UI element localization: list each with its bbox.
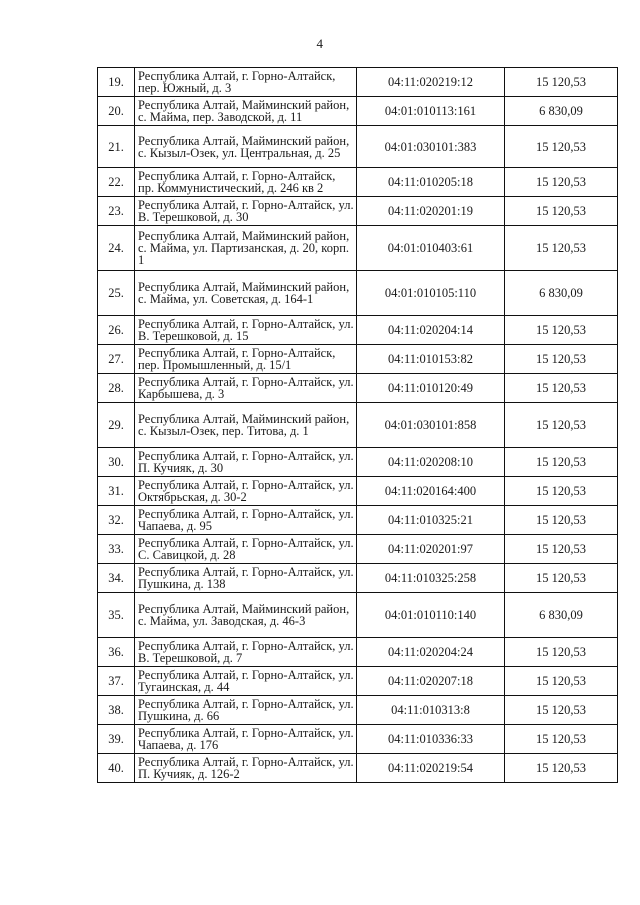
cadastral-number: 04:11:010336:33 [357,725,505,754]
property-address: Республика Алтай, г. Горно-Алтайск, ул. В. Терешковой, д. 30 [135,197,357,226]
table-row [98,477,618,506]
property-value: 15 120,53 [505,374,618,403]
cadastral-number: 04:11:020201:19 [357,197,505,226]
row-number: 24. [98,226,135,271]
row-number: 39. [98,725,135,754]
property-table [97,67,618,783]
row-number: 35. [98,593,135,638]
cadastral-number: 04:01:010105:110 [357,271,505,316]
row-number: 19. [98,68,135,97]
cadastral-number: 04:11:020207:18 [357,667,505,696]
cadastral-number: 04:11:020204:14 [357,316,505,345]
row-number: 38. [98,696,135,725]
cadastral-number: 04:11:020204:24 [357,638,505,667]
property-value: 6 830,09 [505,593,618,638]
row-number: 22. [98,168,135,197]
property-value: 15 120,53 [505,696,618,725]
table-row [98,126,618,168]
property-value: 15 120,53 [505,506,618,535]
property-address: Республика Алтай, г. Горно-Алтайск, ул. Тугаинская, д. 44 [135,667,357,696]
table-row [98,316,618,345]
table-row [98,535,618,564]
cadastral-number: 04:11:010120:49 [357,374,505,403]
property-address: Республика Алтай, г. Горно-Алтайск, пер. Промышленный, д. 15/1 [135,345,357,374]
cadastral-number: 04:01:030101:383 [357,126,505,168]
table-row [98,168,618,197]
cadastral-number: 04:01:030101:858 [357,403,505,448]
row-number: 23. [98,197,135,226]
property-value: 15 120,53 [505,535,618,564]
table-row [98,226,618,271]
property-value: 15 120,53 [505,667,618,696]
row-number: 25. [98,271,135,316]
cadastral-number: 04:11:010325:21 [357,506,505,535]
row-number: 29. [98,403,135,448]
table-row [98,725,618,754]
row-number: 31. [98,477,135,506]
table-row [98,754,618,783]
row-number: 30. [98,448,135,477]
table-row [98,667,618,696]
cadastral-number: 04:11:020164:400 [357,477,505,506]
property-address: Республика Алтай, г. Горно-Алтайск, ул. Пушкина, д. 138 [135,564,357,593]
property-value: 15 120,53 [505,168,618,197]
property-value: 15 120,53 [505,197,618,226]
cadastral-number: 04:11:010325:258 [357,564,505,593]
property-value: 15 120,53 [505,725,618,754]
property-value: 15 120,53 [505,403,618,448]
property-address: Республика Алтай, г. Горно-Алтайск, пер. Южный, д. 3 [135,68,357,97]
row-number: 36. [98,638,135,667]
property-address: Республика Алтай, г. Горно-Алтайск, ул. Октябрьская, д. 30-2 [135,477,357,506]
property-address: Республика Алтай, г. Горно-Алтайск, ул. Чапаева, д. 176 [135,725,357,754]
row-number: 21. [98,126,135,168]
table-row [98,97,618,126]
property-value: 15 120,53 [505,638,618,667]
property-address: Республика Алтай, г. Горно-Алтайск, ул. П. Кучияк, д. 126-2 [135,754,357,783]
property-address: Республика Алтай, Майминский район, с. Майма, ул. Заводская, д. 46-3 [135,593,357,638]
cadastral-number: 04:01:010110:140 [357,593,505,638]
property-address: Республика Алтай, г. Горно-Алтайск, ул. Карбышева, д. 3 [135,374,357,403]
property-address: Республика Алтай, Майминский район, с. Майма, ул. Советская, д. 164-1 [135,271,357,316]
property-value: 15 120,53 [505,226,618,271]
property-value: 15 120,53 [505,448,618,477]
property-value: 15 120,53 [505,345,618,374]
row-number: 27. [98,345,135,374]
row-number: 34. [98,564,135,593]
property-address: Республика Алтай, г. Горно-Алтайск, ул. С. Савицкой, д. 28 [135,535,357,564]
property-value: 15 120,53 [505,754,618,783]
table-row [98,197,618,226]
property-value: 15 120,53 [505,477,618,506]
property-value: 15 120,53 [505,68,618,97]
cadastral-number: 04:11:010205:18 [357,168,505,197]
property-address: Республика Алтай, Майминский район, с. Кызыл-Озек, ул. Центральная, д. 25 [135,126,357,168]
cadastral-number: 04:11:010153:82 [357,345,505,374]
cadastral-number: 04:11:020208:10 [357,448,505,477]
table-row [98,593,618,638]
table-row [98,506,618,535]
row-number: 28. [98,374,135,403]
property-address: Республика Алтай, г. Горно-Алтайск, ул. Пушкина, д. 66 [135,696,357,725]
property-value: 15 120,53 [505,316,618,345]
table-row [98,374,618,403]
property-value: 6 830,09 [505,271,618,316]
page-number: 4 [316,36,324,51]
row-number: 33. [98,535,135,564]
table-row [98,448,618,477]
property-address: Республика Алтай, г. Горно-Алтайск, ул. Чапаева, д. 95 [135,506,357,535]
property-value: 6 830,09 [505,97,618,126]
row-number: 26. [98,316,135,345]
table-row [98,68,618,97]
table-row [98,345,618,374]
cadastral-number: 04:11:010313:8 [357,696,505,725]
property-address: Республика Алтай, Майминский район, с. Майма, пер. Заводской, д. 11 [135,97,357,126]
cadastral-number: 04:01:010113:161 [357,97,505,126]
table-row [98,696,618,725]
table-row [98,271,618,316]
cadastral-number: 04:11:020219:12 [357,68,505,97]
property-address: Республика Алтай, Майминский район, с. Кызыл-Озек, пер. Титова, д. 1 [135,403,357,448]
property-address: Республика Алтай, Майминский район, с. Майма, ул. Партизанская, д. 20, корп. 1 [135,226,357,271]
cadastral-number: 04:01:010403:61 [357,226,505,271]
table-row [98,638,618,667]
property-address: Республика Алтай, г. Горно-Алтайск, ул. П. Кучияк, д. 30 [135,448,357,477]
table-row [98,564,618,593]
row-number: 32. [98,506,135,535]
property-address: Республика Алтай, г. Горно-Алтайск, ул. В. Терешковой, д. 7 [135,638,357,667]
row-number: 40. [98,754,135,783]
row-number: 37. [98,667,135,696]
cadastral-number: 04:11:020201:97 [357,535,505,564]
property-value: 15 120,53 [505,564,618,593]
table-row [98,403,618,448]
property-value: 15 120,53 [505,126,618,168]
property-address: Республика Алтай, г. Горно-Алтайск, пр. Коммунистический, д. 246 кв 2 [135,168,357,197]
row-number: 20. [98,97,135,126]
cadastral-number: 04:11:020219:54 [357,754,505,783]
property-address: Республика Алтай, г. Горно-Алтайск, ул. В. Терешковой, д. 15 [135,316,357,345]
